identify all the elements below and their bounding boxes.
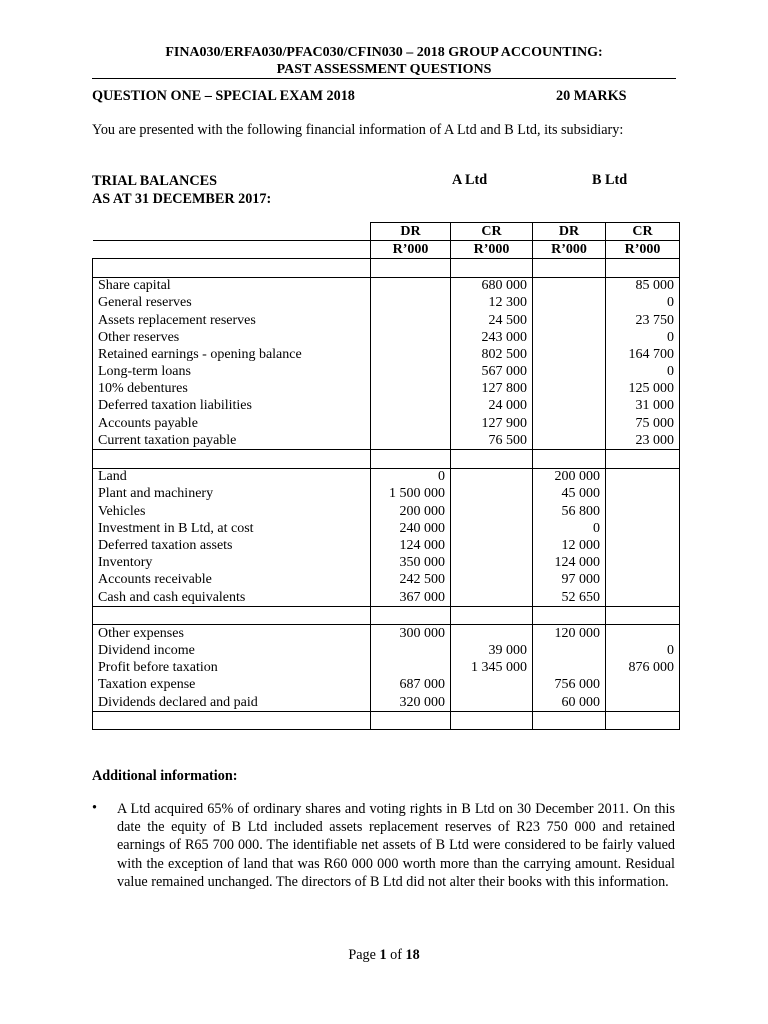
amount-cell: 52 650 (533, 589, 606, 607)
amount-cell (606, 537, 680, 554)
table-row (93, 555, 680, 572)
row-label: Current taxation payable (93, 432, 371, 450)
header-divider (92, 78, 676, 79)
row-label: Deferred taxation assets (93, 537, 371, 554)
amount-cell (533, 660, 606, 677)
row-label: Assets replacement reserves (93, 312, 371, 329)
row-label: Accounts receivable (93, 572, 371, 589)
question-title: QUESTION ONE – SPECIAL EXAM 2018 (92, 88, 355, 104)
amount-cell: 876 000 (606, 660, 680, 677)
amount-cell: 56 800 (533, 503, 606, 520)
spacer-cell (371, 712, 451, 730)
amount-cell (533, 398, 606, 415)
amount-cell: 567 000 (451, 364, 533, 381)
amount-cell: 200 000 (533, 468, 606, 486)
trial-balance-title (92, 172, 271, 208)
amount-cell: 0 (606, 295, 680, 312)
footer-page-total: 18 (405, 947, 420, 963)
amount-cell: 350 000 (371, 555, 451, 572)
table-row (93, 589, 680, 607)
spacer-cell (93, 607, 371, 625)
amount-cell: 24 500 (451, 312, 533, 329)
amount-cell: 0 (606, 643, 680, 660)
row-label: Share capital (93, 277, 371, 295)
spacer-cell (606, 712, 680, 730)
row-label: Long-term loans (93, 364, 371, 381)
amount-cell: 756 000 (533, 677, 606, 694)
row-label: Other reserves (93, 329, 371, 346)
amount-cell: 75 000 (606, 415, 680, 432)
amount-cell (451, 589, 533, 607)
amount-cell (606, 503, 680, 520)
amount-cell (606, 625, 680, 643)
table-row (93, 468, 680, 486)
table-row (93, 381, 680, 398)
amount-cell (533, 277, 606, 295)
table-row (93, 398, 680, 415)
spacer-cell (606, 259, 680, 277)
spacer-cell (606, 607, 680, 625)
spacer-cell (451, 450, 533, 468)
spacer-row (93, 259, 680, 277)
amount-cell (371, 660, 451, 677)
amount-cell (533, 312, 606, 329)
amount-cell (451, 555, 533, 572)
table-row (93, 329, 680, 346)
amount-cell: 687 000 (371, 677, 451, 694)
row-label: Retained earnings - opening balance (93, 346, 371, 363)
table-row (93, 364, 680, 381)
row-label: Vehicles (93, 503, 371, 520)
row-label: Profit before taxation (93, 660, 371, 677)
amount-cell: 164 700 (606, 346, 680, 363)
amount-cell: 1 345 000 (451, 660, 533, 677)
table-row (93, 694, 680, 712)
table-row (93, 295, 680, 312)
amount-cell (371, 643, 451, 660)
table-row (93, 486, 680, 503)
amount-cell: 127 900 (451, 415, 533, 432)
header-blank-cell (93, 223, 371, 241)
amount-cell (533, 346, 606, 363)
amount-cell (371, 415, 451, 432)
header-a-cr: CR (451, 223, 533, 241)
trial-balance-table (92, 222, 680, 730)
amount-cell (371, 277, 451, 295)
spacer-row (93, 450, 680, 468)
table-row (93, 277, 680, 295)
table-row (93, 415, 680, 432)
table-row (93, 312, 680, 329)
amount-cell: 0 (533, 520, 606, 537)
amount-cell (533, 364, 606, 381)
amount-cell (371, 329, 451, 346)
amount-cell: 12 300 (451, 295, 533, 312)
row-label: Investment in B Ltd, at cost (93, 520, 371, 537)
header-b-dr: DR (533, 223, 606, 241)
spacer-cell (371, 450, 451, 468)
intro-paragraph: You are presented with the following financial information of A Ltd and B Ltd, its subsidiary: (92, 122, 624, 138)
unit-b-cr: R’000 (606, 241, 680, 259)
amount-cell: 802 500 (451, 346, 533, 363)
trial-balance-title-line-2: AS AT 31 DECEMBER 2017: (92, 191, 272, 207)
amount-cell (451, 677, 533, 694)
footer-prefix: Page (348, 947, 380, 963)
amount-cell (606, 694, 680, 712)
table-row (93, 503, 680, 520)
row-label: Dividends declared and paid (93, 694, 371, 712)
header-a-dr: DR (371, 223, 451, 241)
spacer-cell (451, 607, 533, 625)
amount-cell (606, 520, 680, 537)
row-label: Land (93, 468, 371, 486)
bullet-marker: • (92, 800, 97, 816)
amount-cell: 124 000 (371, 537, 451, 554)
amount-cell: 367 000 (371, 589, 451, 607)
amount-cell (451, 520, 533, 537)
amount-cell (606, 555, 680, 572)
amount-cell: 124 000 (533, 555, 606, 572)
table-row (93, 537, 680, 554)
amount-cell (533, 415, 606, 432)
amount-cell (371, 364, 451, 381)
spacer-cell (606, 450, 680, 468)
bullet-text: A Ltd acquired 65% of ordinary shares and voting rights in B Ltd on 30 December 2011. On this date the equity of B Ltd included assets replacement reserves of R23 750 000 and retained earnings of R65 700 000. The identifiable net assets of B Ltd were considered to be fairly valued with the exception of land that was R60 000 000 worth more than the carrying amount. Residual value remained unchanged. The directors of B Ltd did not alter their books with this information. (117, 801, 675, 890)
table-row (93, 625, 680, 643)
row-label: 10% debentures (93, 381, 371, 398)
amount-cell: 240 000 (371, 520, 451, 537)
amount-cell (451, 625, 533, 643)
header-line-1: FINA030/ERFA030/PFAC030/CFIN030 – 2018 GROUP ACCOUNTING: (165, 45, 603, 60)
amount-cell (533, 381, 606, 398)
amount-cell: 0 (371, 468, 451, 486)
amount-cell: 680 000 (451, 277, 533, 295)
spacer-cell (371, 607, 451, 625)
table-row (93, 660, 680, 677)
amount-cell: 97 000 (533, 572, 606, 589)
amount-cell: 23 000 (606, 432, 680, 450)
amount-cell (371, 398, 451, 415)
table-row (93, 346, 680, 363)
table-row (93, 432, 680, 450)
header-line-2: PAST ASSESSMENT QUESTIONS (276, 62, 492, 77)
footer-page-number: 1 (379, 947, 387, 963)
trial-balance-title-line-1: TRIAL BALANCES (92, 173, 217, 189)
amount-cell: 0 (606, 329, 680, 346)
unit-blank-cell (93, 241, 371, 259)
amount-cell (451, 694, 533, 712)
amount-cell (606, 468, 680, 486)
row-label: Accounts payable (93, 415, 371, 432)
spacer-cell (451, 259, 533, 277)
amount-cell (371, 381, 451, 398)
additional-info-title: Additional information: (92, 768, 238, 784)
amount-cell: 242 500 (371, 572, 451, 589)
spacer-cell (93, 259, 371, 277)
page-footer (0, 947, 768, 964)
spacer-cell (93, 450, 371, 468)
amount-cell (606, 589, 680, 607)
amount-cell: 120 000 (533, 625, 606, 643)
spacer-cell (533, 607, 606, 625)
spacer-cell (371, 259, 451, 277)
amount-cell: 243 000 (451, 329, 533, 346)
amount-cell (451, 572, 533, 589)
spacer-cell (93, 712, 371, 730)
amount-cell (371, 346, 451, 363)
row-label: General reserves (93, 295, 371, 312)
spacer-cell (533, 712, 606, 730)
amount-cell (451, 537, 533, 554)
row-label: Cash and cash equivalents (93, 589, 371, 607)
row-label: Plant and machinery (93, 486, 371, 503)
company-b-heading: B Ltd (592, 172, 628, 188)
amount-cell (451, 503, 533, 520)
amount-cell: 127 800 (451, 381, 533, 398)
row-label: Inventory (93, 555, 371, 572)
amount-cell: 23 750 (606, 312, 680, 329)
amount-cell (606, 572, 680, 589)
amount-cell (451, 468, 533, 486)
question-marks: 20 MARKS (556, 88, 627, 104)
amount-cell (371, 312, 451, 329)
footer-middle: of (386, 947, 406, 963)
amount-cell (533, 295, 606, 312)
amount-cell: 31 000 (606, 398, 680, 415)
amount-cell: 320 000 (371, 694, 451, 712)
amount-cell: 300 000 (371, 625, 451, 643)
spacer-row (93, 712, 680, 730)
table-row (93, 572, 680, 589)
header-b-cr: CR (606, 223, 680, 241)
amount-cell (533, 329, 606, 346)
amount-cell: 125 000 (606, 381, 680, 398)
amount-cell (371, 432, 451, 450)
row-label: Dividend income (93, 643, 371, 660)
amount-cell (371, 295, 451, 312)
document-header (92, 44, 676, 78)
spacer-row (93, 607, 680, 625)
spacer-cell (533, 259, 606, 277)
table-row (93, 643, 680, 660)
table-row (93, 520, 680, 537)
row-label: Other expenses (93, 625, 371, 643)
amount-cell (533, 643, 606, 660)
table-header-row (93, 223, 680, 241)
amount-cell: 12 000 (533, 537, 606, 554)
amount-cell: 24 000 (451, 398, 533, 415)
company-a-heading: A Ltd (452, 172, 488, 188)
spacer-cell (533, 450, 606, 468)
row-label: Taxation expense (93, 677, 371, 694)
amount-cell: 45 000 (533, 486, 606, 503)
trial-balance-body (93, 259, 680, 730)
amount-cell (533, 432, 606, 450)
unit-b-dr: R’000 (533, 241, 606, 259)
table-row (93, 677, 680, 694)
amount-cell: 85 000 (606, 277, 680, 295)
amount-cell: 60 000 (533, 694, 606, 712)
amount-cell: 39 000 (451, 643, 533, 660)
amount-cell: 0 (606, 364, 680, 381)
amount-cell: 76 500 (451, 432, 533, 450)
amount-cell: 200 000 (371, 503, 451, 520)
amount-cell (606, 677, 680, 694)
amount-cell (451, 486, 533, 503)
table-unit-row (93, 241, 680, 259)
spacer-cell (451, 712, 533, 730)
row-label: Deferred taxation liabilities (93, 398, 371, 415)
unit-a-dr: R’000 (371, 241, 451, 259)
amount-cell: 1 500 000 (371, 486, 451, 503)
unit-a-cr: R’000 (451, 241, 533, 259)
amount-cell (606, 486, 680, 503)
